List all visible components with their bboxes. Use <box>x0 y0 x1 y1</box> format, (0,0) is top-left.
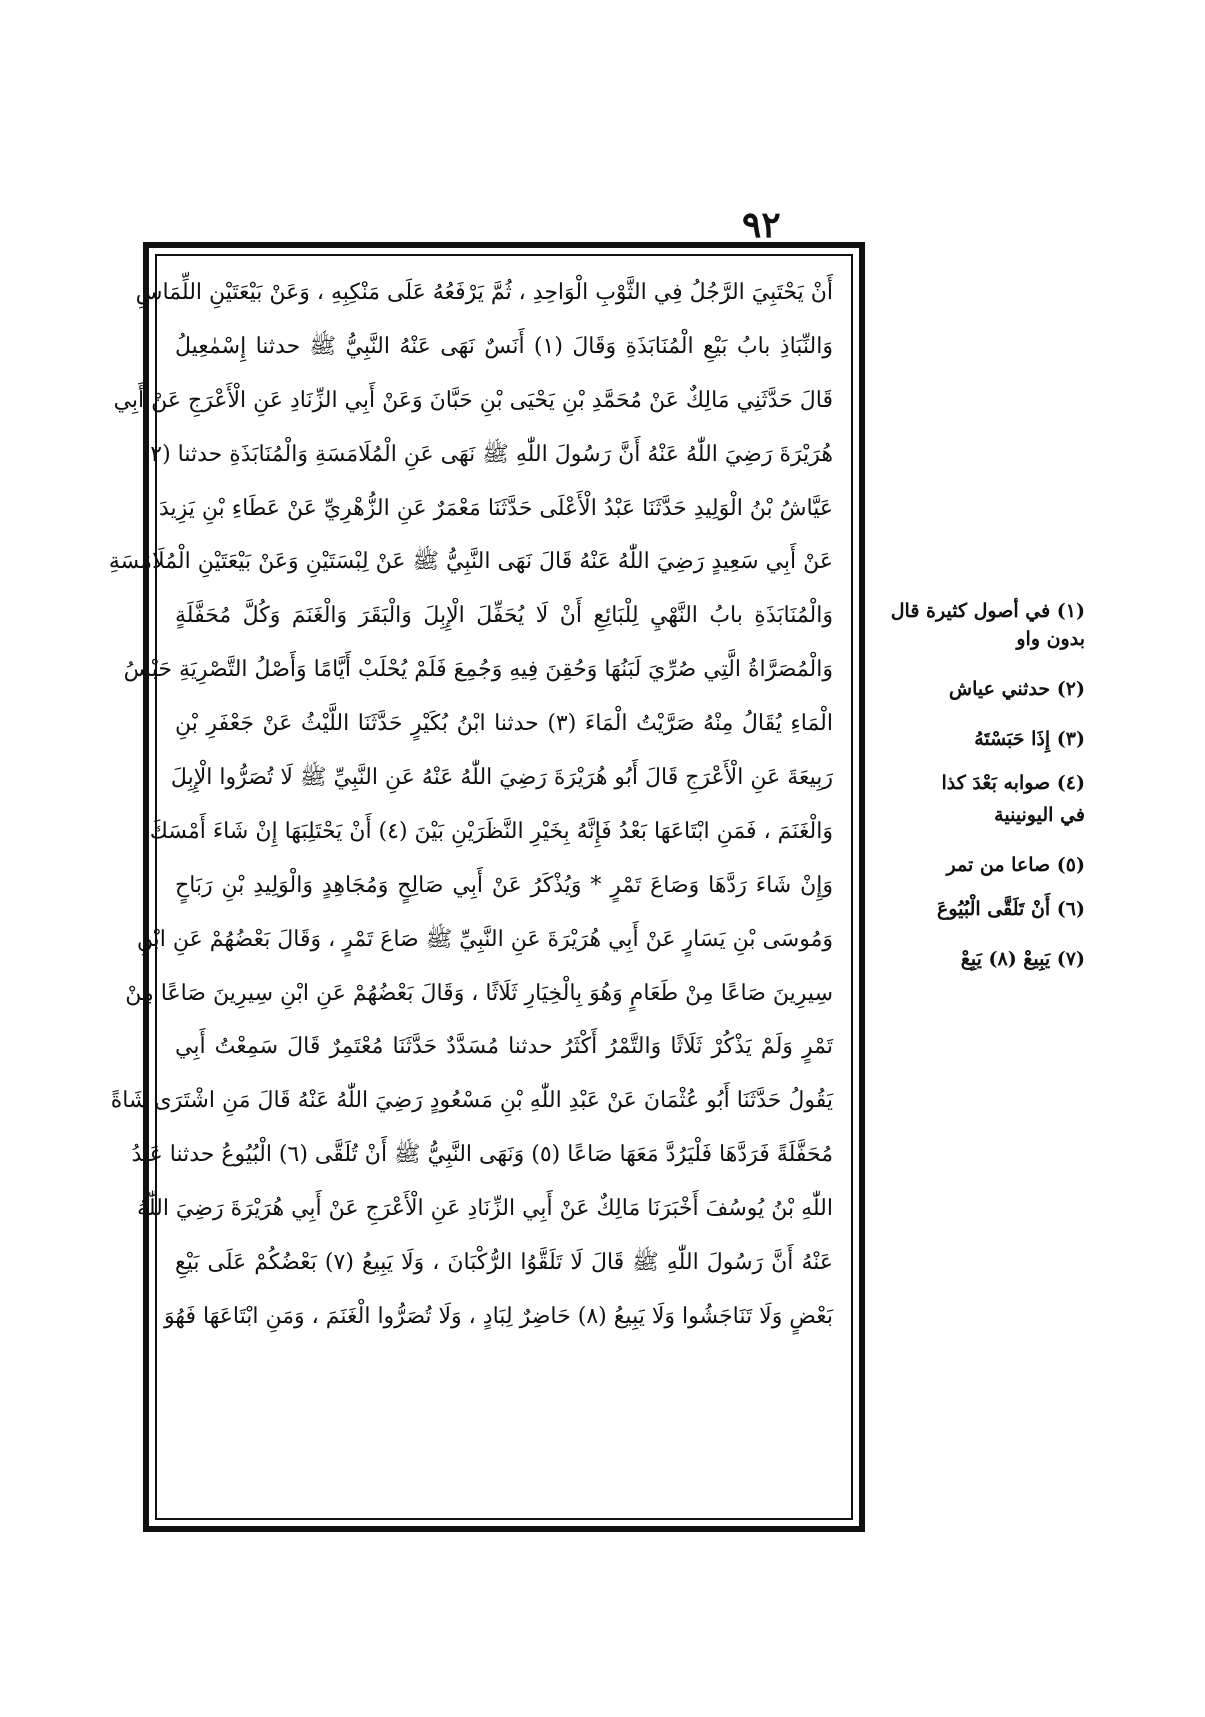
margin-note: (٦) أَنْ تَلَقَّى الْبُيُوعَ <box>937 898 1085 920</box>
text-line: رَبِيعَةَ عَنِ الْأَعْرَجِ قَالَ أَبُو هُرَيْرَةَ رَضِيَ اللّٰهُ عَنْهُ عَنِ النَّبِيِّ ﷺ لَا تُصَرُّوا الْإِبِلَ <box>170 765 833 791</box>
text-line: قَالَ حَدَّثَنِي مَالِكٌ عَنْ مُحَمَّدِ بْنِ يَحْيَى بْنِ حَبَّانَ وَعَنْ أَبِي الزِّنَادِ عَنِ الْأَعْرَجِ عَنْ أَبِي <box>113 387 833 413</box>
margin-note: في اليونينية <box>994 804 1085 826</box>
text-frame <box>108 242 865 1532</box>
text-line: عَيَّاشُ بْنُ الْوَلِيدِ حَدَّثَنَا عَبْدُ الْأَعْلَى حَدَّثَنَا مَعْمَرٌ عَنِ الزُّهْرِيِّ عَنْ عَطَاءِ بْنِ يَزِيدَ <box>158 495 833 521</box>
text-line: مُحَفَّلَةً فَرَدَّهَا فَلْيَرُدَّ مَعَهَا صَاعًا (٥) وَنَهَى النَّبِيُّ ﷺ أَنْ تُلَقَّى (٦) الْبُيُوعُ حدثنا عَبْدُ <box>131 1142 833 1168</box>
text-line: وَالْمُنَابَذَةِ بابُ النَّهْيِ لِلْبَائِعِ أَنْ لَا يُحَفِّلَ الْإِبِلَ وَالْبَقَرَ وَالْغَنَمَ وَكُلَّ مُحَفَّلَةٍ <box>175 603 833 629</box>
text-line: وَالنِّبَاذِ بابُ بَيْعِ الْمُنَابَذَةِ وَقَالَ (١) أَنَسٌ نَهَى عَنْهُ النَّبِيُّ ﷺ حدثنا إِسْمٰعِيلُ <box>175 333 833 359</box>
margin-note: (١) في أصول كثيرة قال <box>890 600 1085 622</box>
margin-notes <box>885 600 1085 970</box>
text-line: عَنْ أَبِي سَعِيدٍ رَضِيَ اللّٰهُ عَنْهُ قَالَ نَهَى النَّبِيُّ ﷺ عَنْ لِبْسَتَيْنِ وَعَنْ بَيْعَتَيْنِ الْمُلَامَسَةِ <box>108 549 833 575</box>
text-line: وَالْغَنَمَ ، فَمَنِ ابْتَاعَهَا بَعْدُ فَإِنَّهُ بِخَيْرِ النَّظَرَيْنِ بَيْنَ (٤) أَنْ يَحْتَلِبَهَا إِنْ شَاءَ أَمْسَكَ <box>149 818 833 844</box>
text-line: أَنْ يَحْتَبِيَ الرَّجُلُ فِي الثَّوْبِ الْوَاحِدِ ، ثُمَّ يَرْفَعُهُ عَلَى مَنْكِبِهِ ، وَعَنْ بَيْعَتَيْنِ اللِّمَاسِ <box>135 280 833 305</box>
margin-note: (٧) يَبِيعْ (٨) يَبِعْ <box>960 948 1085 970</box>
text-line: هُرَيْرَةَ رَضِيَ اللّٰهُ عَنْهُ أَنَّ رَسُولَ اللّٰهِ ﷺ نَهَى عَنِ الْمُلَامَسَةِ وَالْمُنَابَذَةِ حدثنا (٢) <box>141 441 833 467</box>
text-line: الْمَاءِ يُقَالُ مِنْهُ صَرَّيْتُ الْمَاءَ (٣) حدثنا ابْنُ بُكَيْرٍ حَدَّثَنَا اللَّيْثُ عَنْ جَعْفَرِ بْنِ <box>175 711 833 737</box>
margin-note: (٢) حدثني عياش <box>948 678 1085 700</box>
text-line: عَنْهُ أَنَّ رَسُولَ اللّٰهِ ﷺ قَالَ لَا تَلَقَّوُا الرُّكْبَانَ ، وَلَا يَبِيعُ (٧) بَعْضُكُمْ عَلَى بَيْعِ <box>175 1250 834 1276</box>
text-line: وَمُوسَى بْنِ يَسَارٍ عَنْ أَبِي هُرَيْرَةَ عَنِ النَّبِيِّ ﷺ صَاعَ تَمْرٍ ، وَقَالَ بَعْضُهُمْ عَنِ ابْنِ <box>136 926 833 952</box>
margin-note: (٥) صاعا من تمر <box>946 854 1085 876</box>
text-line: وَإِنْ شَاءَ رَدَّهَا وَصَاعَ تَمْرٍ * وَيُذْكَرُ عَنْ أَبِي صَالِحٍ وَمُجَاهِدٍ وَالْوَلِيدِ بْنِ رَبَاحٍ <box>175 872 833 898</box>
text-line: سِيرِينَ صَاعًا مِنْ طَعَامٍ وَهُوَ بِالْخِيَارِ ثَلَاثًا ، وَقَالَ بَعْضُهُمْ عَنِ ابْنِ سِيرِينَ صَاعًا مِنْ <box>125 980 833 1006</box>
margin-note: بدون واو <box>1016 628 1085 650</box>
text-line: اللّٰهِ بْنُ يُوسُفَ أَخْبَرَنَا مَالِكٌ عَنْ أَبِي الزِّنَادِ عَنِ الْأَعْرَجِ عَنْ أَبِي هُرَيْرَةَ رَضِيَ اللّٰهُ <box>137 1196 833 1222</box>
text-line: يَقُولُ حَدَّثَنَا أَبُو عُثْمَانَ عَنْ عَبْدِ اللّٰهِ بْنِ مَسْعُودٍ رَضِيَ اللّٰهُ عَنْهُ قَالَ مَنِ اشْتَرَى شَاةً <box>110 1088 833 1114</box>
margin-note: (٤) صوابه بَعْدَ كذا <box>941 772 1085 794</box>
page-number: ٩٢ <box>742 204 781 246</box>
margin-note: (٣) إِذَا حَبَسْتَهُ <box>974 728 1085 750</box>
main-text-block <box>108 266 834 1508</box>
text-line: بَعْضٍ وَلَا تَنَاجَشُوا وَلَا يَبِيعُ (٨) حَاضِرٌ لِبَادٍ ، وَلَا تُصَرُّوا الْغَنَمَ ، وَمَنِ ابْتَاعَهَا فَهُوَ <box>163 1303 833 1329</box>
text-line: تَمْرٍ وَلَمْ يَذْكُرْ ثَلَاثًا وَالتَّمْرُ أَكْثَرُ حدثنا مُسَدَّدٌ حَدَّثَنَا مُعْتَمِرٌ قَالَ سَمِعْتُ أَبِي <box>175 1034 833 1060</box>
text-frame-inner-border <box>108 254 853 1520</box>
text-line: وَالْمُصَرَّاةُ الَّتِي صُرِّيَ لَبَنُهَا وَحُقِنَ فِيهِ وَجُمِعَ فَلَمْ يُحْلَبْ أَيَّامًا وَأَصْلُ التَّصْرِيَةِ حَبْسُ <box>123 657 833 683</box>
